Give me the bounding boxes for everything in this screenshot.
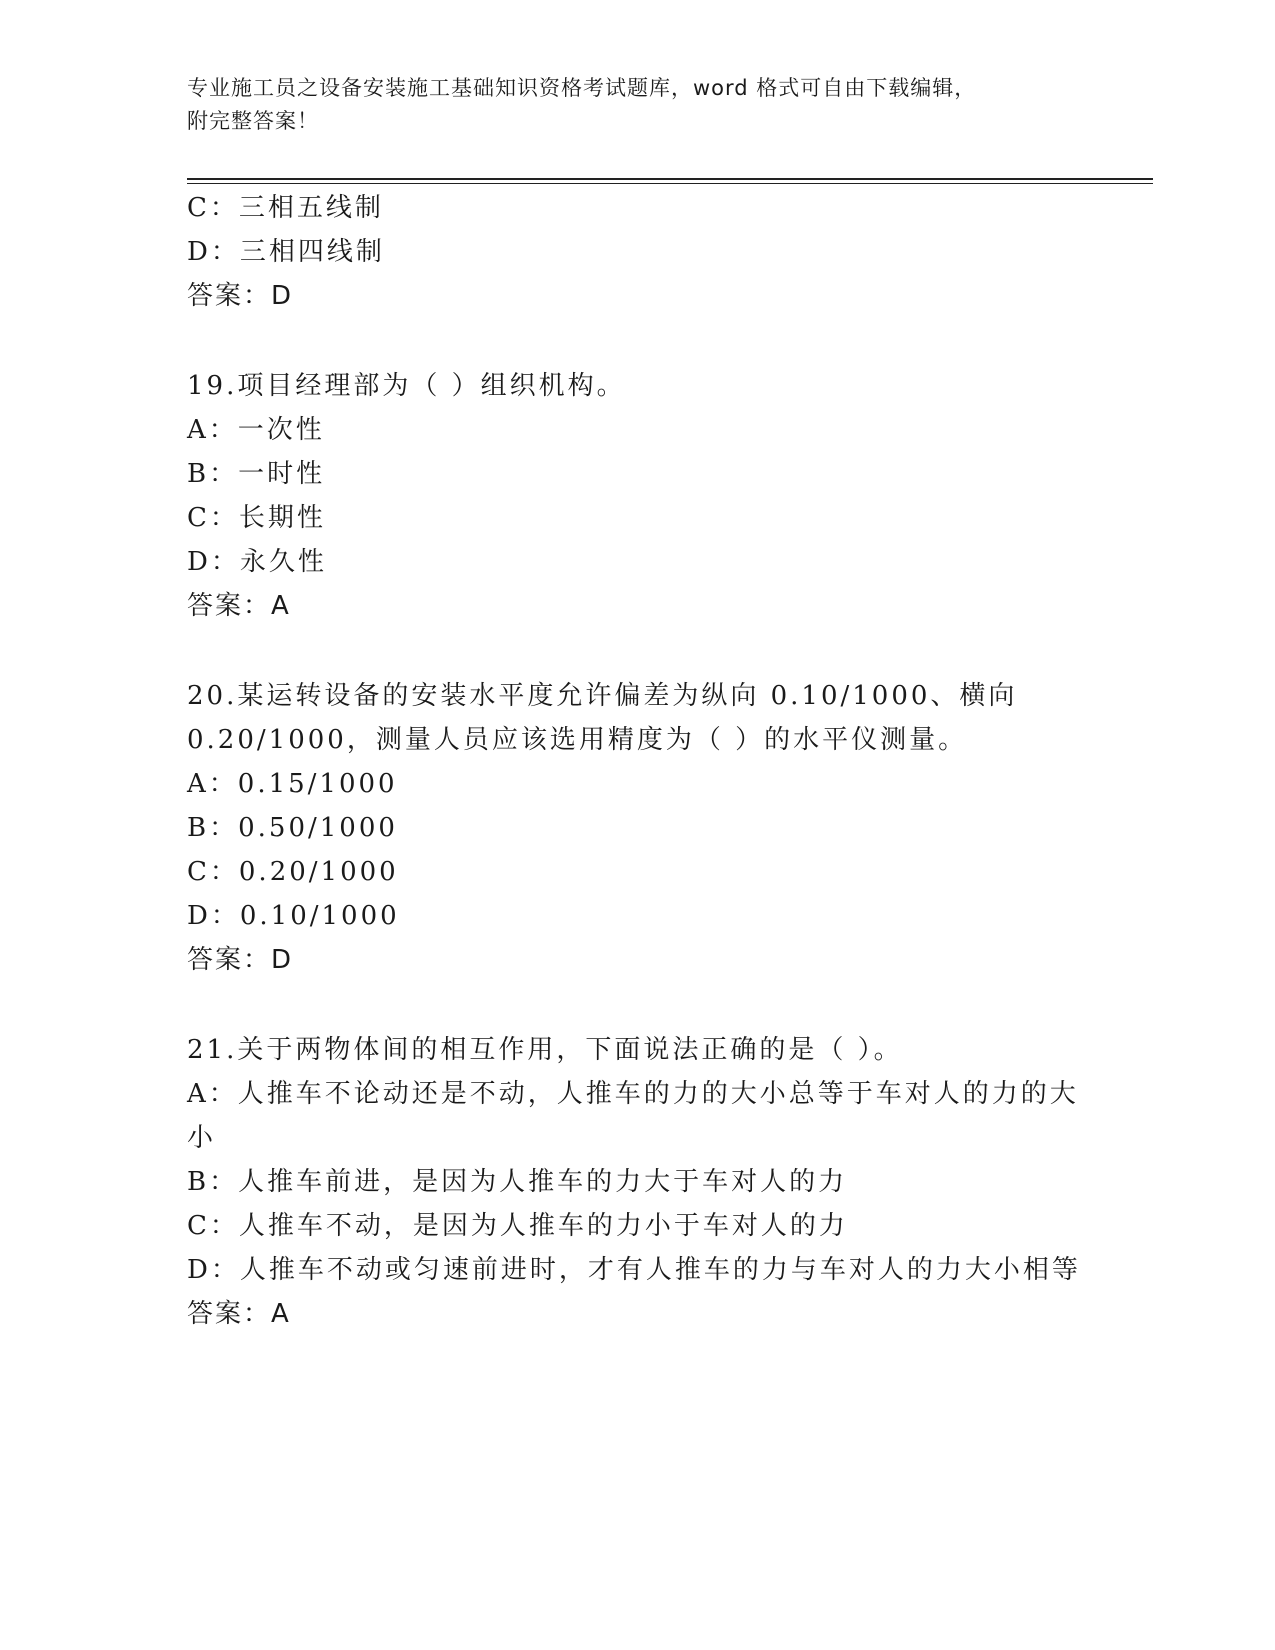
q20-option-b: B：0.50/1000 [187, 813, 398, 843]
q21-answer: 答案：A [187, 1299, 291, 1329]
q19-option-d: D：永久性 [187, 547, 327, 577]
q21-option-a-line-2: 小 [187, 1123, 217, 1153]
q21-stem: 21.关于两物体间的相互作用，下面说法正确的是（ ）。 [187, 1035, 903, 1065]
header-rule-top [187, 178, 1153, 180]
q20-answer: 答案：D [187, 945, 294, 975]
document-header [187, 72, 1067, 138]
q19-answer: 答案：A [187, 591, 291, 621]
q21-option-c: C：人推车不动，是因为人推车的力小于车对人的力 [187, 1211, 848, 1241]
q18-option-d: D：三相四线制 [187, 237, 385, 267]
q18-option-c: C：三相五线制 [187, 193, 384, 223]
header-rule-bottom [187, 183, 1153, 184]
q20-option-a: A：0.15/1000 [187, 769, 398, 799]
q20-stem-line-2: 0.20/1000，测量人员应该选用精度为（ ）的水平仪测量。 [187, 725, 968, 755]
q19-option-b: B：一时性 [187, 459, 326, 489]
header-line-1: 专业施工员之设备安装施工基础知识资格考试题库，word 格式可自由下载编辑， [187, 76, 977, 100]
q20-option-c: C：0.20/1000 [187, 857, 399, 887]
q19-option-a: A：一次性 [187, 415, 325, 445]
q19-option-c: C：长期性 [187, 503, 326, 533]
q21-option-d: D：人推车不动或匀速前进时，才有人推车的力与车对人的力大小相等 [187, 1255, 1081, 1285]
q19-stem: 19.项目经理部为（ ）组织机构。 [187, 371, 626, 401]
header-line-2: 附完整答案！ [187, 109, 319, 133]
q20-stem-line-1: 20.某运转设备的安装水平度允许偏差为纵向 0.10/1000、横向 [187, 681, 1018, 711]
q20-option-d: D：0.10/1000 [187, 901, 400, 931]
q21-option-b: B：人推车前进，是因为人推车的力大于车对人的力 [187, 1167, 848, 1197]
q21-option-a-line-1: A：人推车不论动还是不动，人推车的力的大小总等于车对人的力的大 [187, 1079, 1079, 1109]
q18-answer: 答案：D [187, 281, 294, 311]
